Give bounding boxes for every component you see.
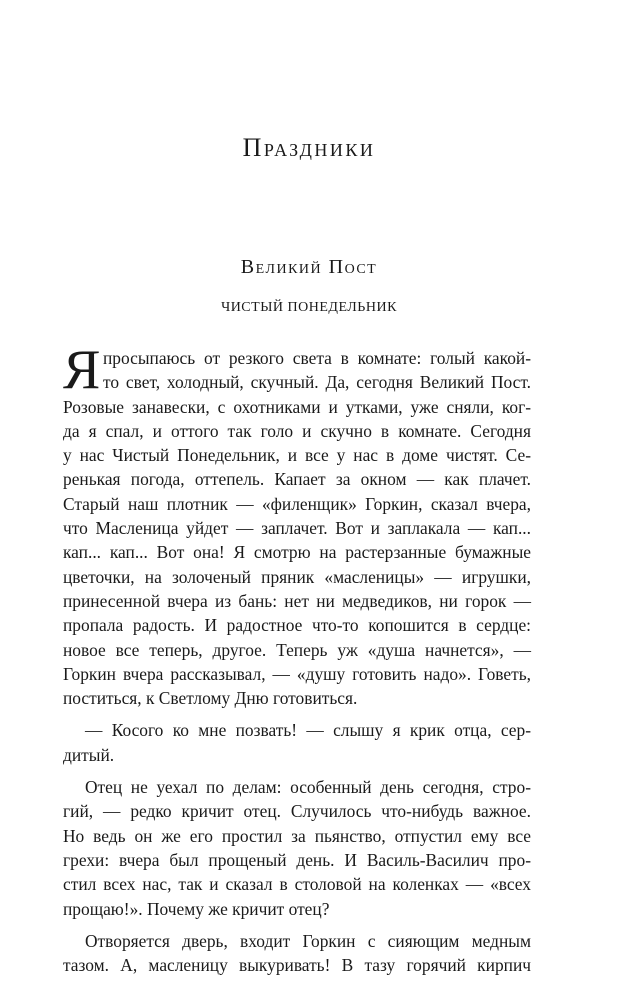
- paragraph-gap: [63, 921, 531, 929]
- body-text: [63, 339, 531, 977]
- text-line: Розовые занавески, с охотниками и утками, уже сняли, ког-: [63, 396, 531, 417]
- text-line: Отворяется дверь, входит Горкин с сияющим медным: [85, 930, 531, 951]
- text-line: тазом. А, масленицу выкуривать! В тазу горячий кирпич: [63, 955, 531, 976]
- text-line: дитый.: [63, 744, 115, 765]
- paragraph-gap: [63, 710, 531, 718]
- text-line: да я спал, и оттого так голо и скучно в комнате. Сегодня: [63, 420, 531, 441]
- drop-cap: Я: [63, 339, 101, 401]
- text-line: Отец не уехал по делам: особенный день сегодня, стро-: [85, 777, 531, 798]
- text-line: у нас Чистый Понедельник, и все у нас в доме чистят. Се-: [63, 445, 531, 466]
- paragraph-gap: [63, 767, 531, 775]
- text-line: — Косого ко мне позвать! — слышу я крик отца, сер-: [85, 720, 531, 741]
- text-line: прощаю!». Почему же кричит отец?: [63, 898, 330, 919]
- text-line: цветочки, на золоченый пряник «масленицы» — игрушки,: [63, 566, 531, 587]
- text-line: Горкин вчера рассказывал, — «душу готовить надо». Говеть,: [63, 663, 531, 684]
- text-line: принесенной вчера из бань: нет ни медведиков, ни горок —: [63, 590, 531, 611]
- section-title: ЧИСТЫЙ ПОНЕДЕЛЬНИК: [221, 300, 397, 315]
- text-line: гий, — редко кричит отец. Случилось что-нибудь важное.: [63, 801, 531, 822]
- text-line: то свет, холодный, скучный. Да, сегодня Великий Пост.: [103, 372, 531, 393]
- text-line: новое все теперь, другое. Теперь уж «душа начнется», —: [63, 639, 531, 660]
- text-line: просыпаюсь от резкого света в комнате: голый какой-: [103, 348, 531, 368]
- chapter-title: Великий Пост: [240, 256, 378, 278]
- text-line: ренькая погода, оттепель. Капает за окном — как плачет.: [63, 469, 531, 490]
- text-line: пропала радость. И радостное что-то копошится в сердце:: [63, 615, 531, 636]
- text-line: грехи: вчера был прощеный день. И Василь-Василич про-: [63, 849, 531, 870]
- text-line: стил всех нас, так и сказал в столовой на коленках — «всех: [63, 874, 531, 895]
- text-line: Старый наш плотник — «филенщик» Горкин, сказал вчера,: [63, 493, 531, 514]
- text-line: что Масленица уйдет — заплачет. Вот и заплакала — кап...: [63, 518, 531, 539]
- text-line: кап... кап... Вот она! Я смотрю на растерзанные бумажные: [63, 542, 531, 563]
- part-title: Праздники: [242, 133, 376, 162]
- text-line: поститься, к Светлому Дню готовиться.: [63, 688, 358, 709]
- text-line: Но ведь он же его простил за пьянство, отпустил ему все: [63, 825, 531, 846]
